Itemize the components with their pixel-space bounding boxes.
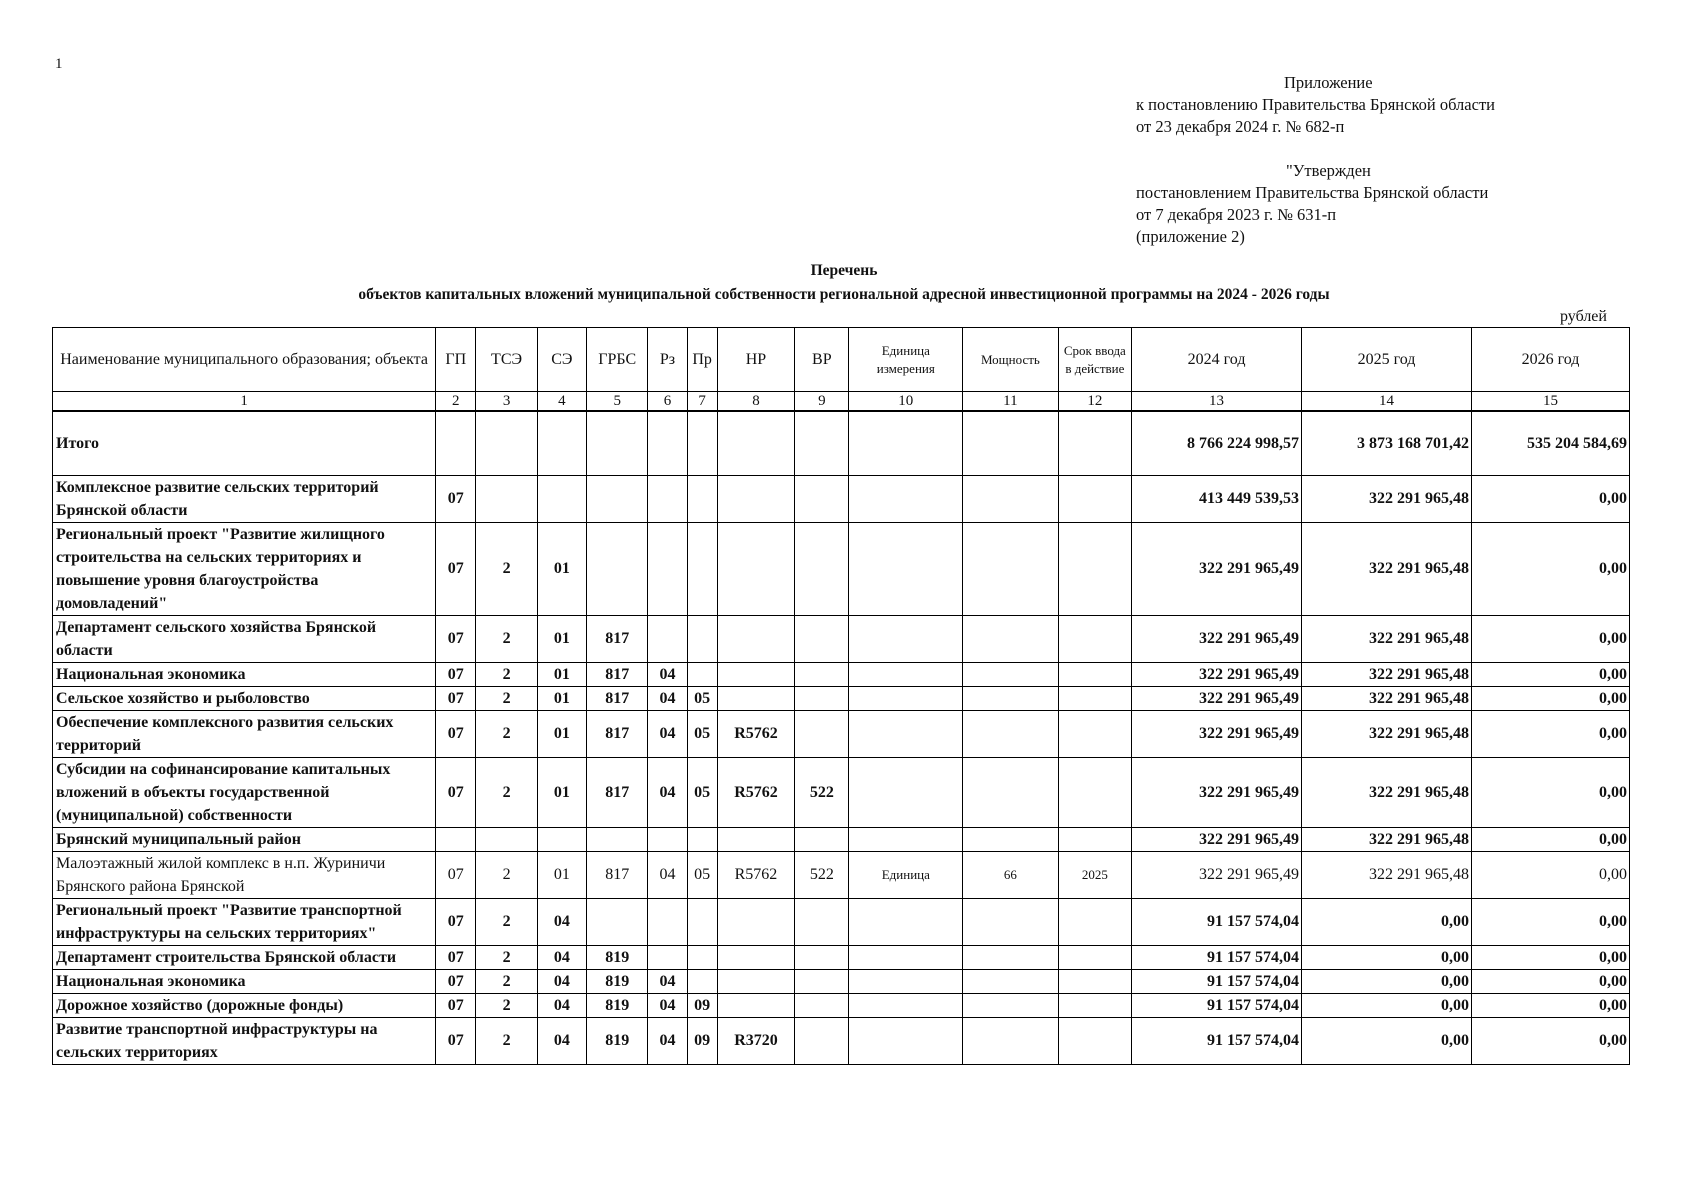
table-cell bbox=[537, 411, 586, 475]
table-cell: 04 bbox=[648, 710, 687, 757]
table-cell: 2 bbox=[476, 686, 537, 710]
approval-line: от 23 декабря 2024 г. № 682-п bbox=[1136, 117, 1345, 136]
table-cell bbox=[587, 827, 648, 851]
table-cell: 01 bbox=[537, 757, 586, 827]
table-cell: 04 bbox=[537, 1017, 586, 1064]
table-cell: 2025 bbox=[1058, 851, 1131, 898]
header-cell: СЭ bbox=[537, 328, 586, 392]
table-cell: 2 bbox=[476, 757, 537, 827]
table-cell bbox=[963, 615, 1059, 662]
table-cell: Департамент сельского хозяйства Брянской области bbox=[53, 615, 436, 662]
table-cell: 2 bbox=[476, 851, 537, 898]
table-cell bbox=[1058, 475, 1131, 522]
column-number: 14 bbox=[1302, 392, 1472, 412]
table-cell: 04 bbox=[648, 662, 687, 686]
table-cell: 01 bbox=[537, 662, 586, 686]
column-number-row bbox=[53, 392, 1630, 412]
table-cell bbox=[795, 898, 849, 945]
table-cell bbox=[963, 522, 1059, 615]
table-cell: 05 bbox=[687, 686, 717, 710]
table-cell bbox=[717, 945, 794, 969]
table-cell: 322 291 965,48 bbox=[1302, 827, 1472, 851]
table-cell bbox=[717, 686, 794, 710]
table-cell: 0,00 bbox=[1472, 710, 1630, 757]
table-cell: 413 449 539,53 bbox=[1132, 475, 1302, 522]
table-cell: 322 291 965,49 bbox=[1132, 686, 1302, 710]
table-cell: 91 157 574,04 bbox=[1132, 969, 1302, 993]
table-cell: R5762 bbox=[717, 710, 794, 757]
table-cell bbox=[687, 411, 717, 475]
table-cell: Брянский муниципальный район bbox=[53, 827, 436, 851]
table-row bbox=[53, 757, 1630, 827]
table-cell bbox=[849, 993, 963, 1017]
table-cell: 0,00 bbox=[1302, 969, 1472, 993]
table-cell bbox=[849, 1017, 963, 1064]
header-cell: Пр bbox=[687, 328, 717, 392]
table-cell: 04 bbox=[648, 686, 687, 710]
column-number: 10 bbox=[849, 392, 963, 412]
table-cell: 0,00 bbox=[1472, 851, 1630, 898]
table-row bbox=[53, 615, 1630, 662]
table-row bbox=[53, 522, 1630, 615]
table-cell bbox=[795, 969, 849, 993]
table-cell: 817 bbox=[587, 686, 648, 710]
table-cell: 01 bbox=[537, 686, 586, 710]
table-cell: 819 bbox=[587, 993, 648, 1017]
table-cell: 322 291 965,49 bbox=[1132, 710, 1302, 757]
table-cell bbox=[476, 475, 537, 522]
table-cell: 07 bbox=[436, 757, 476, 827]
table-cell: 322 291 965,49 bbox=[1132, 522, 1302, 615]
table-cell: Развитие транспортной инфраструктуры на сельских территориях bbox=[53, 1017, 436, 1064]
header-cell: Единица измерения bbox=[849, 328, 963, 392]
table-row bbox=[53, 969, 1630, 993]
table-cell bbox=[795, 686, 849, 710]
table-cell: 322 291 965,48 bbox=[1302, 757, 1472, 827]
table-cell bbox=[648, 827, 687, 851]
table-cell bbox=[963, 969, 1059, 993]
table-cell: 817 bbox=[587, 615, 648, 662]
table-cell bbox=[1058, 898, 1131, 945]
table-cell bbox=[1058, 686, 1131, 710]
table-cell bbox=[1058, 1017, 1131, 1064]
table-cell: 04 bbox=[537, 945, 586, 969]
table-cell: 0,00 bbox=[1472, 969, 1630, 993]
table-cell: 2 bbox=[476, 710, 537, 757]
header-cell: ВР bbox=[795, 328, 849, 392]
table-cell: 322 291 965,49 bbox=[1132, 662, 1302, 686]
table-cell: 322 291 965,49 bbox=[1132, 757, 1302, 827]
table-cell bbox=[849, 522, 963, 615]
table-cell: 01 bbox=[537, 522, 586, 615]
table-cell bbox=[1058, 993, 1131, 1017]
table-row bbox=[53, 827, 1630, 851]
approval-line: постановлением Правительства Брянской области bbox=[1136, 183, 1489, 202]
table-cell bbox=[648, 411, 687, 475]
table-cell: 05 bbox=[687, 710, 717, 757]
table-cell: 817 bbox=[587, 757, 648, 827]
table-cell bbox=[648, 615, 687, 662]
table-cell: 322 291 965,49 bbox=[1132, 827, 1302, 851]
table-cell: 0,00 bbox=[1302, 993, 1472, 1017]
table-cell bbox=[963, 898, 1059, 945]
table-cell: 01 bbox=[537, 851, 586, 898]
header-cell: 2024 год bbox=[1132, 328, 1302, 392]
header-cell: ГРБС bbox=[587, 328, 648, 392]
table-cell: 07 bbox=[436, 662, 476, 686]
header-cell: Рз bbox=[648, 328, 687, 392]
table-cell: 522 bbox=[795, 757, 849, 827]
table-cell bbox=[1058, 710, 1131, 757]
approval-line: Приложение bbox=[1284, 73, 1373, 92]
table-cell: 8 766 224 998,57 bbox=[1132, 411, 1302, 475]
table-cell bbox=[849, 945, 963, 969]
header-cell: ГП bbox=[436, 328, 476, 392]
table-cell: 2 bbox=[476, 522, 537, 615]
column-number: 7 bbox=[687, 392, 717, 412]
table-cell: 04 bbox=[537, 969, 586, 993]
table-cell bbox=[717, 615, 794, 662]
table-cell: 91 157 574,04 bbox=[1132, 993, 1302, 1017]
column-number: 15 bbox=[1472, 392, 1630, 412]
table-cell bbox=[648, 475, 687, 522]
table-cell bbox=[717, 475, 794, 522]
column-number: 3 bbox=[476, 392, 537, 412]
table-cell: 522 bbox=[795, 851, 849, 898]
table-cell: 817 bbox=[587, 851, 648, 898]
table-cell: 91 157 574,04 bbox=[1132, 898, 1302, 945]
table-row bbox=[53, 851, 1630, 898]
table-cell bbox=[963, 993, 1059, 1017]
table-cell: 322 291 965,48 bbox=[1302, 851, 1472, 898]
table-cell: 07 bbox=[436, 898, 476, 945]
table-cell bbox=[476, 411, 537, 475]
table-cell: 2 bbox=[476, 662, 537, 686]
table-cell bbox=[1058, 827, 1131, 851]
table-cell: 0,00 bbox=[1472, 993, 1630, 1017]
table-cell: 04 bbox=[648, 969, 687, 993]
table-cell: 0,00 bbox=[1302, 1017, 1472, 1064]
table-cell bbox=[717, 898, 794, 945]
table-cell bbox=[1058, 615, 1131, 662]
table-cell: 09 bbox=[687, 993, 717, 1017]
table-cell: 91 157 574,04 bbox=[1132, 945, 1302, 969]
table-cell bbox=[963, 411, 1059, 475]
table-cell bbox=[849, 662, 963, 686]
table-cell bbox=[795, 475, 849, 522]
table-cell: Сельское хозяйство и рыболовство bbox=[53, 686, 436, 710]
table-cell: 07 bbox=[436, 710, 476, 757]
table-cell bbox=[587, 411, 648, 475]
table-cell bbox=[795, 615, 849, 662]
table-cell bbox=[795, 1017, 849, 1064]
table-cell: 0,00 bbox=[1472, 615, 1630, 662]
table-cell: Малоэтажный жилой комплекс в н.п. Журиничи Брянского района Брянской bbox=[53, 851, 436, 898]
header-cell: Мощность bbox=[963, 328, 1059, 392]
table-cell bbox=[849, 969, 963, 993]
approval-line: от 7 декабря 2023 г. № 631-п bbox=[1136, 205, 1337, 224]
table-row bbox=[53, 662, 1630, 686]
table-cell: 01 bbox=[537, 615, 586, 662]
table-cell bbox=[1058, 757, 1131, 827]
table-cell bbox=[849, 710, 963, 757]
table-cell bbox=[795, 945, 849, 969]
table-cell: 0,00 bbox=[1472, 898, 1630, 945]
table-cell bbox=[963, 1017, 1059, 1064]
table-cell: 322 291 965,48 bbox=[1302, 710, 1472, 757]
table-row bbox=[53, 898, 1630, 945]
table-cell: Региональный проект "Развитие транспортной инфраструктуры на сельских территориях" bbox=[53, 898, 436, 945]
header-cell: ТСЭ bbox=[476, 328, 537, 392]
column-number: 5 bbox=[587, 392, 648, 412]
table-cell bbox=[687, 898, 717, 945]
table-cell bbox=[1058, 945, 1131, 969]
table-cell: 2 bbox=[476, 969, 537, 993]
header-cell: НР bbox=[717, 328, 794, 392]
approval-line: (приложение 2) bbox=[1136, 227, 1245, 246]
table-row bbox=[53, 1017, 1630, 1064]
table-cell bbox=[795, 993, 849, 1017]
table-cell bbox=[687, 615, 717, 662]
table-cell bbox=[1058, 662, 1131, 686]
column-number: 6 bbox=[648, 392, 687, 412]
column-number: 1 bbox=[53, 392, 436, 412]
table-cell bbox=[849, 827, 963, 851]
table-row bbox=[53, 475, 1630, 522]
table-cell bbox=[717, 827, 794, 851]
table-cell: Региональный проект "Развитие жилищного строительства на сельских территориях и повышение уровня благоустройства домовладений" bbox=[53, 522, 436, 615]
table-cell bbox=[717, 522, 794, 615]
table-cell: 07 bbox=[436, 945, 476, 969]
table-cell: 04 bbox=[648, 757, 687, 827]
table-cell bbox=[717, 969, 794, 993]
table-cell bbox=[849, 898, 963, 945]
table-cell bbox=[687, 662, 717, 686]
table-cell bbox=[963, 475, 1059, 522]
table-cell bbox=[1058, 969, 1131, 993]
table-cell bbox=[849, 411, 963, 475]
table-cell bbox=[963, 662, 1059, 686]
table-cell bbox=[476, 827, 537, 851]
table-cell bbox=[963, 945, 1059, 969]
table-cell bbox=[587, 898, 648, 945]
table-cell: 3 873 168 701,42 bbox=[1302, 411, 1472, 475]
column-number: 4 bbox=[537, 392, 586, 412]
header-cell: Срок ввода в действие bbox=[1058, 328, 1131, 392]
table-cell bbox=[648, 522, 687, 615]
table-cell: 07 bbox=[436, 993, 476, 1017]
table-cell: Итого bbox=[53, 411, 436, 475]
column-number: 9 bbox=[795, 392, 849, 412]
header-cell: 2026 год bbox=[1472, 328, 1630, 392]
table-cell bbox=[687, 969, 717, 993]
table-row bbox=[53, 411, 1630, 475]
table-cell: 01 bbox=[537, 710, 586, 757]
investment-table bbox=[52, 327, 1630, 1065]
table-cell: Обеспечение комплексного развития сельских территорий bbox=[53, 710, 436, 757]
table-cell: 0,00 bbox=[1302, 898, 1472, 945]
table-cell bbox=[849, 686, 963, 710]
table-row bbox=[53, 686, 1630, 710]
table-cell bbox=[648, 898, 687, 945]
table-cell: 07 bbox=[436, 969, 476, 993]
table-cell: R5762 bbox=[717, 757, 794, 827]
table-cell bbox=[717, 411, 794, 475]
table-cell bbox=[849, 475, 963, 522]
table-row bbox=[53, 993, 1630, 1017]
table-cell bbox=[587, 475, 648, 522]
table-cell: 819 bbox=[587, 1017, 648, 1064]
table-cell bbox=[963, 827, 1059, 851]
table-cell: 07 bbox=[436, 851, 476, 898]
table-cell bbox=[963, 757, 1059, 827]
table-cell: Департамент строительства Брянской области bbox=[53, 945, 436, 969]
table-cell: 322 291 965,49 bbox=[1132, 851, 1302, 898]
page-number: 1 bbox=[55, 56, 63, 72]
table-cell: 819 bbox=[587, 945, 648, 969]
table-cell: 07 bbox=[436, 686, 476, 710]
table-cell: Субсидии на софинансирование капитальных вложений в объекты государственной (муниципальной) собственности bbox=[53, 757, 436, 827]
table-cell: 07 bbox=[436, 1017, 476, 1064]
table-cell bbox=[795, 662, 849, 686]
table-cell bbox=[849, 615, 963, 662]
table-cell: 0,00 bbox=[1472, 475, 1630, 522]
table-cell: 535 204 584,69 bbox=[1472, 411, 1630, 475]
table-cell: 817 bbox=[587, 662, 648, 686]
table-cell bbox=[717, 662, 794, 686]
table-cell: 817 bbox=[587, 710, 648, 757]
table-cell: 91 157 574,04 bbox=[1132, 1017, 1302, 1064]
table-cell: 0,00 bbox=[1472, 686, 1630, 710]
table-cell: 2 bbox=[476, 945, 537, 969]
table-cell bbox=[687, 945, 717, 969]
table-cell: 04 bbox=[537, 993, 586, 1017]
document-title: Перечень bbox=[810, 262, 878, 279]
table-cell: 322 291 965,48 bbox=[1302, 475, 1472, 522]
column-number: 13 bbox=[1132, 392, 1302, 412]
header-cell: Наименование муниципального образования; объекта bbox=[53, 328, 436, 392]
table-cell: Дорожное хозяйство (дорожные фонды) bbox=[53, 993, 436, 1017]
table-cell: R3720 bbox=[717, 1017, 794, 1064]
table-cell: 2 bbox=[476, 993, 537, 1017]
table-cell bbox=[537, 475, 586, 522]
header-cell: 2025 год bbox=[1302, 328, 1472, 392]
table-cell: 09 bbox=[687, 1017, 717, 1064]
table-cell: 04 bbox=[537, 898, 586, 945]
table-cell: 0,00 bbox=[1472, 522, 1630, 615]
table-cell: 322 291 965,49 bbox=[1132, 615, 1302, 662]
approval-line: "Утвержден bbox=[1286, 161, 1371, 180]
table-cell: 05 bbox=[687, 757, 717, 827]
column-number: 8 bbox=[717, 392, 794, 412]
approval-line: к постановлению Правительства Брянской области bbox=[1136, 95, 1495, 114]
table-cell: 05 bbox=[687, 851, 717, 898]
table-cell: 2 bbox=[476, 1017, 537, 1064]
table-cell bbox=[687, 475, 717, 522]
table-cell bbox=[849, 757, 963, 827]
table-cell bbox=[717, 993, 794, 1017]
table-cell bbox=[648, 945, 687, 969]
table-cell: 2 bbox=[476, 898, 537, 945]
table-cell: 04 bbox=[648, 851, 687, 898]
table-cell: 322 291 965,48 bbox=[1302, 662, 1472, 686]
table-cell bbox=[687, 827, 717, 851]
table-cell bbox=[537, 827, 586, 851]
table-cell bbox=[795, 710, 849, 757]
table-cell: 07 bbox=[436, 522, 476, 615]
table-cell bbox=[963, 710, 1059, 757]
document-subtitle: объектов капитальных вложений муниципальной собственности региональной адресной инвестиционной программы на 2024 - 2026 годы bbox=[358, 286, 1330, 303]
table-cell: 2 bbox=[476, 615, 537, 662]
column-number: 11 bbox=[963, 392, 1059, 412]
table-cell bbox=[1058, 411, 1131, 475]
table-cell bbox=[687, 522, 717, 615]
column-number: 12 bbox=[1058, 392, 1131, 412]
table-cell bbox=[1058, 522, 1131, 615]
table-cell: 0,00 bbox=[1302, 945, 1472, 969]
table-cell: R5762 bbox=[717, 851, 794, 898]
table-cell bbox=[795, 827, 849, 851]
table-cell: 322 291 965,48 bbox=[1302, 615, 1472, 662]
table-cell: 819 bbox=[587, 969, 648, 993]
table-cell bbox=[587, 522, 648, 615]
table-cell: 07 bbox=[436, 615, 476, 662]
table-cell bbox=[436, 827, 476, 851]
table-cell: 0,00 bbox=[1472, 827, 1630, 851]
table-cell: Комплексное развитие сельских территорий Брянской области bbox=[53, 475, 436, 522]
table-cell: 322 291 965,48 bbox=[1302, 522, 1472, 615]
column-number: 2 bbox=[436, 392, 476, 412]
table-cell: 322 291 965,48 bbox=[1302, 686, 1472, 710]
table-cell: 0,00 bbox=[1472, 945, 1630, 969]
table-cell: 66 bbox=[963, 851, 1059, 898]
units-label: рублей bbox=[1560, 308, 1607, 325]
table-cell bbox=[436, 411, 476, 475]
table-row bbox=[53, 710, 1630, 757]
table-cell: Национальная экономика bbox=[53, 969, 436, 993]
header-row bbox=[53, 328, 1630, 392]
table-cell bbox=[795, 522, 849, 615]
table-cell bbox=[963, 686, 1059, 710]
table-row bbox=[53, 945, 1630, 969]
table-cell: 07 bbox=[436, 475, 476, 522]
table-cell: 0,00 bbox=[1472, 662, 1630, 686]
approval-block bbox=[1136, 72, 1495, 248]
table-cell: Единица bbox=[849, 851, 963, 898]
table-cell: 04 bbox=[648, 1017, 687, 1064]
table-cell: 0,00 bbox=[1472, 757, 1630, 827]
table-cell: 0,00 bbox=[1472, 1017, 1630, 1064]
table-cell: 04 bbox=[648, 993, 687, 1017]
table-cell: Национальная экономика bbox=[53, 662, 436, 686]
table-cell bbox=[795, 411, 849, 475]
